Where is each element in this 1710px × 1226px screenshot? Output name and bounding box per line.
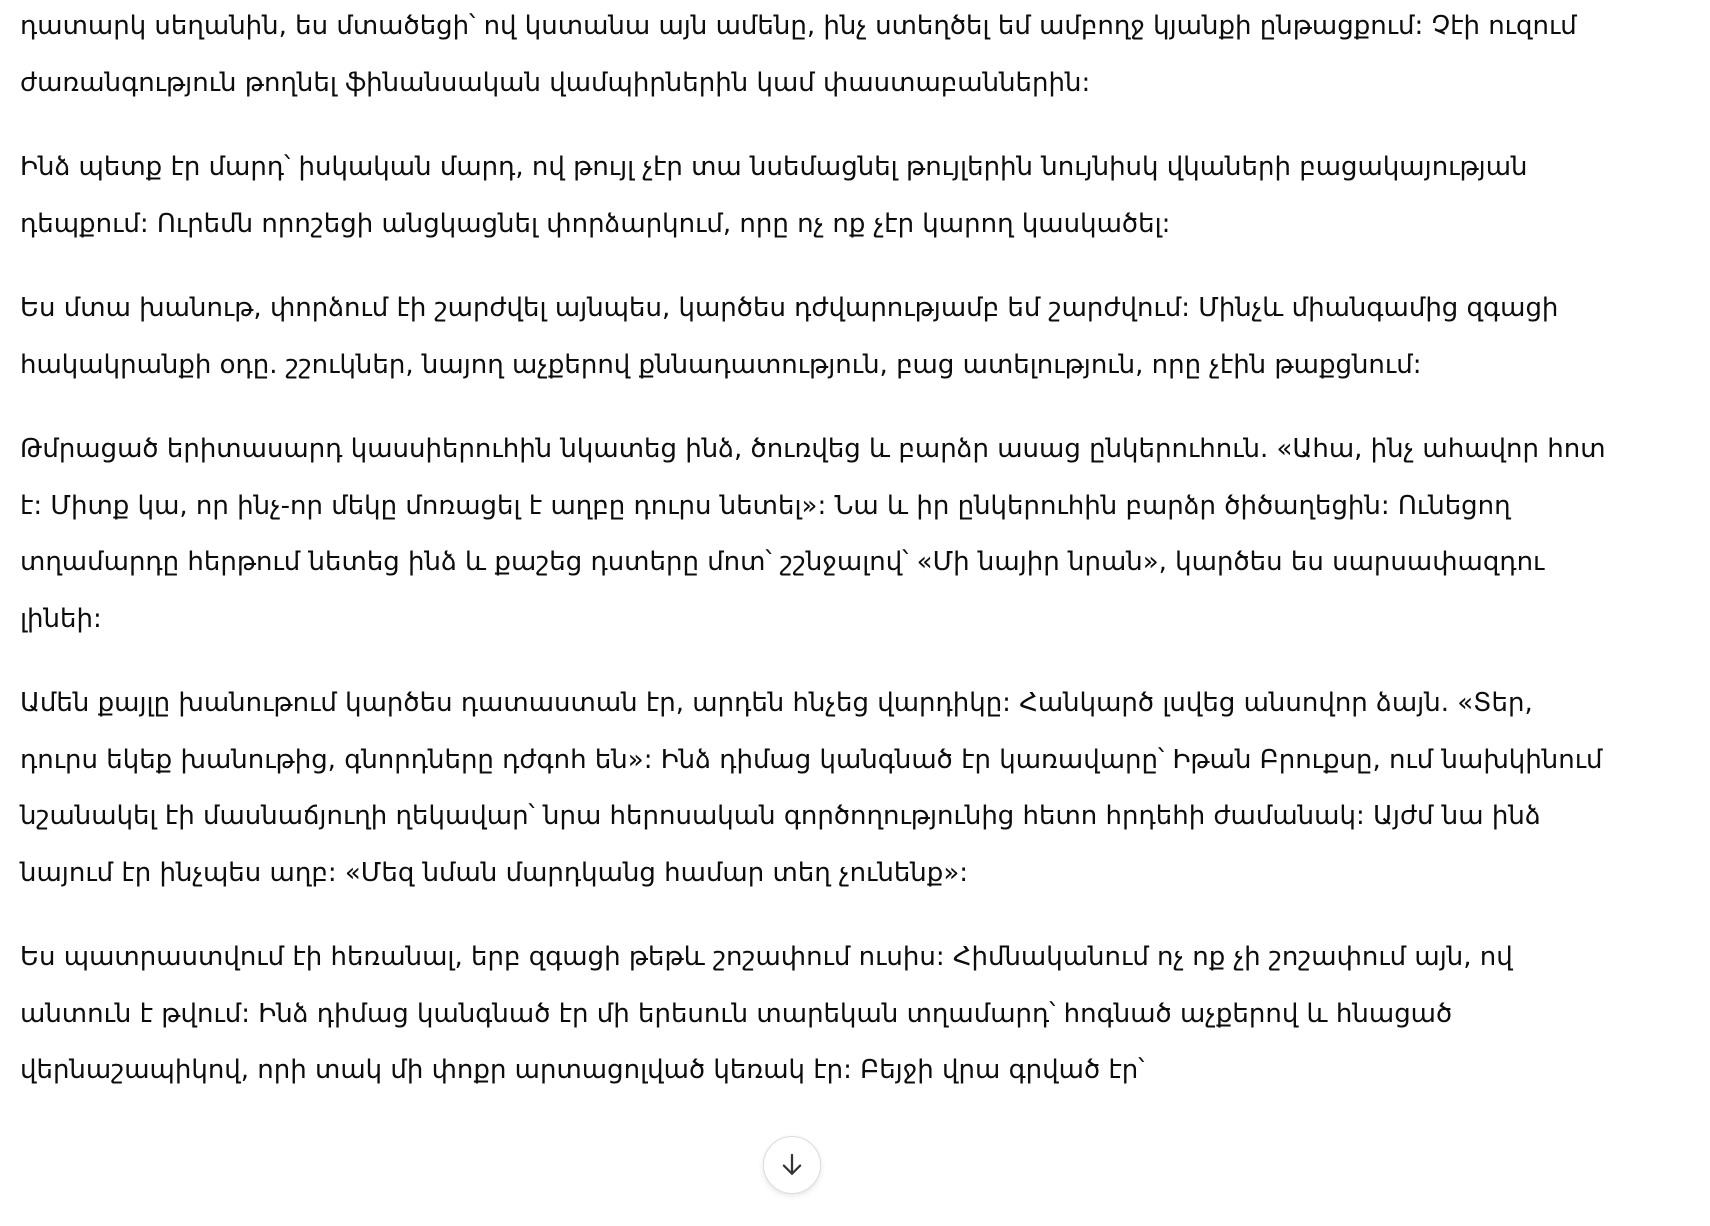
article-paragraph-2: Ինձ պետք էր մարդ՝ իսկական մարդ, ով թույլ չէր տա նսեմացնել թույլերին նույնիսկ վկաների բացակայության դեպքում: Ուրեմն որոշեցի անցկացնել փորձարկում, որը ոչ ոք չէր կարող կասկածել:: [20, 152, 1528, 239]
scroll-to-bottom-button[interactable]: [763, 1136, 821, 1194]
article-body: [20, 0, 1610, 1127]
arrow-down-icon: [777, 1150, 807, 1180]
article-paragraph-4: Թմրացած երիտասարդ կասսիերուհին նկատեց ինձ, ծուռվեց և բարձր ասաց ընկերուհուն. «Ահա, ինչ ահավոր հոտ է: Միտք կա, որ ինչ-որ մեկը մոռացել է աղբը դուրս նետել»: Նա և իր ընկերուհին բարձր ծիծաղեցին: Ունեցող տղամարդը հերթում նետեց ինձ և քաշեց դստերը մոտ՝ շշնջալով՝ «Մի նայիր նրան», կարծես ես սարսափազդու լինեի:: [20, 434, 1606, 634]
article-paragraph-3: Ես մտա խանութ, փորձում էի շարժվել այնպես, կարծես դժվարությամբ եմ շարժվում: Մինչև միանգամից զգացի հակակրանքի օդը. շշուկներ, նայող աչքերով քննադատություն, բաց ատելություն, որը չէին թաքցնում:: [20, 293, 1559, 380]
article-paragraph-6: Ես պատրաստվում էի հեռանալ, երբ զգացի թեթև շոշափում ուսիս: Հիմնականում ոչ ոք չի շոշափում այն, ով անտուն է թվում: Ինձ դիմաց կանգնած էր մի երեսուն տարեկան տղամարդ՝ հոգնած աչքերով և հնացած վերնաշապիկով, որի տակ մի փոքր արտացոլված կեռակ էր: Բեյջի վրա գրված էր՝: [20, 942, 1513, 1085]
article-paragraph-1: դատարկ սեղանին, ես մտածեցի՝ ով կստանա այն ամենը, ինչ ստեղծել եմ ամբողջ կյանքի ընթացքում: Չէի ուզում ժառանգություն թողնել ֆինանսական վամպիրներին կամ փաստաբաններին:: [20, 11, 1577, 98]
article-paragraph-5: Ամեն քայլը խանութում կարծես դատաստան էր, արդեն հնչեց վարդիկը: Հանկարծ լսվեց անսովոր ձայն. «Տեր, դուրս եկեք խանութից, գնորդները դժգոհ են»: Ինձ դիմաց կանգնած էր կառավարը՝ Իթան Բրուքսը, ում նախկինում նշանակել էի մասնաճյուղի ղեկավար՝ նրա հերոսական գործողությունից հետո հրդեհի ժամանակ: Այժմ նա ինձ նայում էր ինչպես աղբ: «Մեզ նման մարդկանց համար տեղ չունենք»:: [20, 688, 1603, 888]
